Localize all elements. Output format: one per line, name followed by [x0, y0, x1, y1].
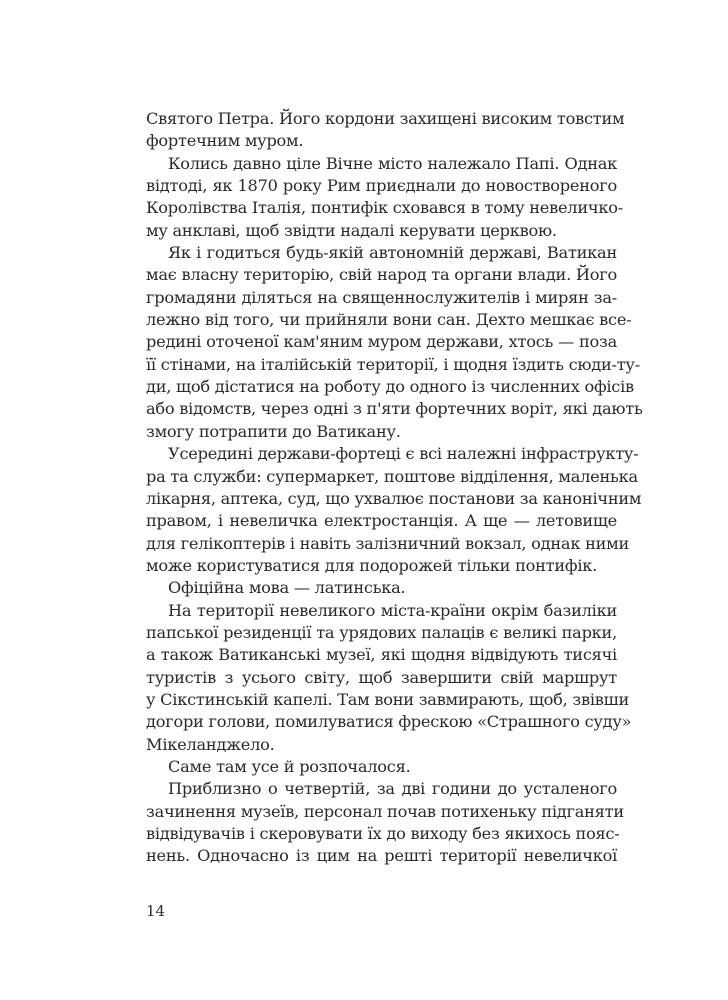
- text-line: туристів з усього світу, щоб завершити свій маршрут: [146, 667, 617, 687]
- text-line: папської резиденції та урядових палаців є великі парки,: [146, 622, 617, 642]
- paragraph: [146, 756, 617, 778]
- text-line: ра та служби: супермаркет, поштове відділення, маленька: [146, 466, 638, 486]
- text-line: редині оточеної кам'яним муром держави, хтось — поза: [146, 332, 617, 352]
- text-line: Приблизно о четвертій, за дві години до усталеного: [168, 779, 617, 799]
- text-line: лікарня, аптека, суд, що ухвалює постанови за канонічним: [146, 488, 642, 508]
- text-line: для гелікоптерів і навіть залізничний вокзал, однак ними: [146, 533, 630, 553]
- text-line: Королівства Італія, понтифік сховався в тому невеличко-: [146, 198, 623, 218]
- paragraph: [146, 242, 643, 443]
- text-line: Офіційна мова — латинська.: [168, 578, 406, 598]
- text-line: або відомств, через одні з п'яти фортечних воріт, які дають: [146, 399, 643, 419]
- text-line: му анклаві, щоб звідти надалі керувати церквою.: [146, 220, 557, 240]
- text-line: правом, і невеличка електростанція. А ще — летовище: [146, 511, 617, 531]
- text-line: На території невеликого міста-країни окрім базиліки: [168, 600, 617, 620]
- paragraph: [146, 153, 623, 242]
- text-line: громадяни діляться на священнослужителів і мирян за-: [146, 287, 617, 307]
- text-line: ди, щоб дістатися на роботу до одного із численних офісів: [146, 377, 634, 397]
- text-line: її стінами, на італійській території, і щодня їздить сюди-ту-: [146, 354, 640, 374]
- text-line: Святого Петра. Його кордони захищені високим товстим: [146, 109, 625, 128]
- text-line: має власну територію, свій народ та органи влади. Його: [146, 265, 617, 285]
- text-line: Саме там усе й розпочалося.: [168, 756, 411, 776]
- text-line: Усередині держави-фортеці є всі належні інфраструкту-: [168, 444, 639, 464]
- page-number: 14: [146, 902, 166, 920]
- text-line: а також Ватиканські музеї, які щодня відвідують тисячі: [146, 645, 617, 665]
- text-line: може користуватися для подорожей тільки понтифік.: [146, 555, 598, 575]
- text-line: догори голови, помилуватися фрескою «Страшного суду»: [146, 712, 632, 732]
- paragraph: [146, 778, 624, 867]
- paragraph: [146, 600, 632, 756]
- paragraph: [146, 108, 625, 153]
- text-line: фортечним муром.: [146, 131, 304, 151]
- text-line: Мікеланджело.: [146, 734, 275, 754]
- text-line: у Сікстинській капелі. Там вони завмирають, щоб, звівши: [146, 689, 630, 709]
- paragraph: [146, 443, 642, 577]
- text-line: Як і годиться будь-якій автономній державі, Ватикан: [168, 243, 617, 263]
- text-line: змогу потрапити до Ватикану.: [146, 421, 401, 441]
- text-line: відвідувачів і скеровувати їх до виходу без якихось пояс-: [146, 824, 620, 843]
- text-line: відтоді, як 1870 року Рим приєднали до новоствореного: [146, 176, 617, 196]
- text-line: нень. Одночасно із цим на решті території невеличкої: [146, 846, 617, 866]
- paragraph: [146, 577, 617, 599]
- text-line: лежно від того, чи прийняли вони сан. Дехто мешкає все-: [146, 310, 632, 330]
- page-body-text: [146, 108, 643, 868]
- text-line: Колись давно ціле Вічне місто належало Папі. Однак: [168, 153, 617, 173]
- text-line: зачинення музеїв, персонал почав потихеньку підганяти: [146, 801, 624, 821]
